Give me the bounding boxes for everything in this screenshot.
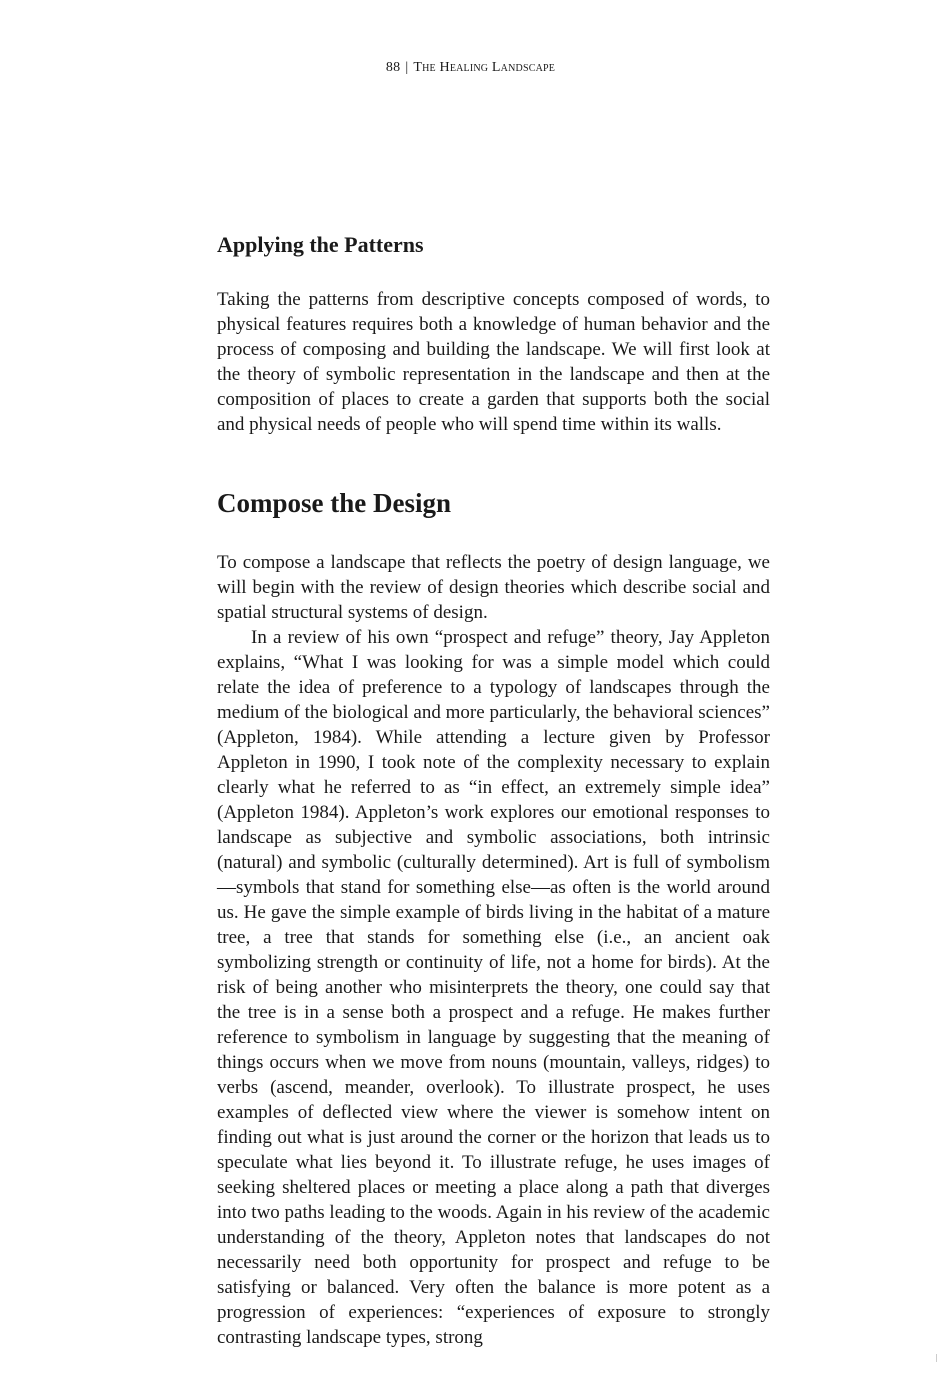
paragraph: Taking the patterns from descriptive concepts composed of words, to physical features requires both a knowledge of human behavior and the process of composing and building the landscape. We will first look at the theory of symbolic representation in the landscape and then at the composition of places to create a garden that supports both the social and physical needs of people who will spend time within its walls. xyxy=(217,289,770,435)
section-heading-compose-design: Compose the Design xyxy=(217,488,451,518)
page-edge-mark xyxy=(936,1354,937,1362)
running-head xyxy=(0,60,941,76)
page-number: 88 xyxy=(385,60,401,75)
section-body-compose-design xyxy=(217,550,770,1350)
paragraph: To compose a landscape that reflects the poetry of design language, we will begin with the review of design theories which describe social and spatial structural systems of design. xyxy=(217,552,770,623)
header-separator: | xyxy=(405,60,409,75)
paragraph: In a review of his own “prospect and refuge” theory, Jay Appleton explains, “What I was looking for was a simple model which could relate the idea of preference to a typology of landscapes through the medium of the biological and more particularly, the behavioral sciences” (Appleton, 1984). While attending a lecture given by Professor Appleton in 1990, I took note of the complexity necessary to explain clearly what he referred to as “in effect, an extremely simple idea” (Appleton 1984). Appleton’s work explores our emotional responses to landscape as subjective and symbolic associations, both intrinsic (natural) and symbolic (culturally determined). Art is full of symbolism—symbols that stand for something else—as often is the world around us. He gave the simple example of birds living in the habitat of a mature tree, a tree that stands for something else (i.e., an ancient oak symbolizing strength or continuity of life, not a home for birds). At the risk of being another who misinterprets the theory, one could say that the tree is in a sense both a prospect and a refuge. He makes further reference to symbolism in language by suggesting that the meaning of things occurs when we move from nouns (mountain, valleys, ridges) to verbs (ascend, meander, overlook). To illustrate prospect, he uses examples of deflected view where the viewer is somehow intent on finding out what is just around the corner or the horizon that leads us to speculate what lies beyond it. To illustrate refuge, he uses images of seeking sheltered places or meeting a place along a path that diverges into two paths leading to the woods. Again in his review of the academic understanding of the theory, Appleton notes that landscapes do not necessarily need both opportunity for prospect and refuge to be satisfying or balanced. Very often the balance is more potent as a progression of experiences: “experiences of exposure to strongly contrasting landscape types, strong xyxy=(217,627,770,1348)
book-title: The Healing Landscape xyxy=(413,60,556,75)
section-body-applying-patterns xyxy=(217,287,770,437)
section-heading-applying-patterns: Applying the Patterns xyxy=(217,232,424,257)
